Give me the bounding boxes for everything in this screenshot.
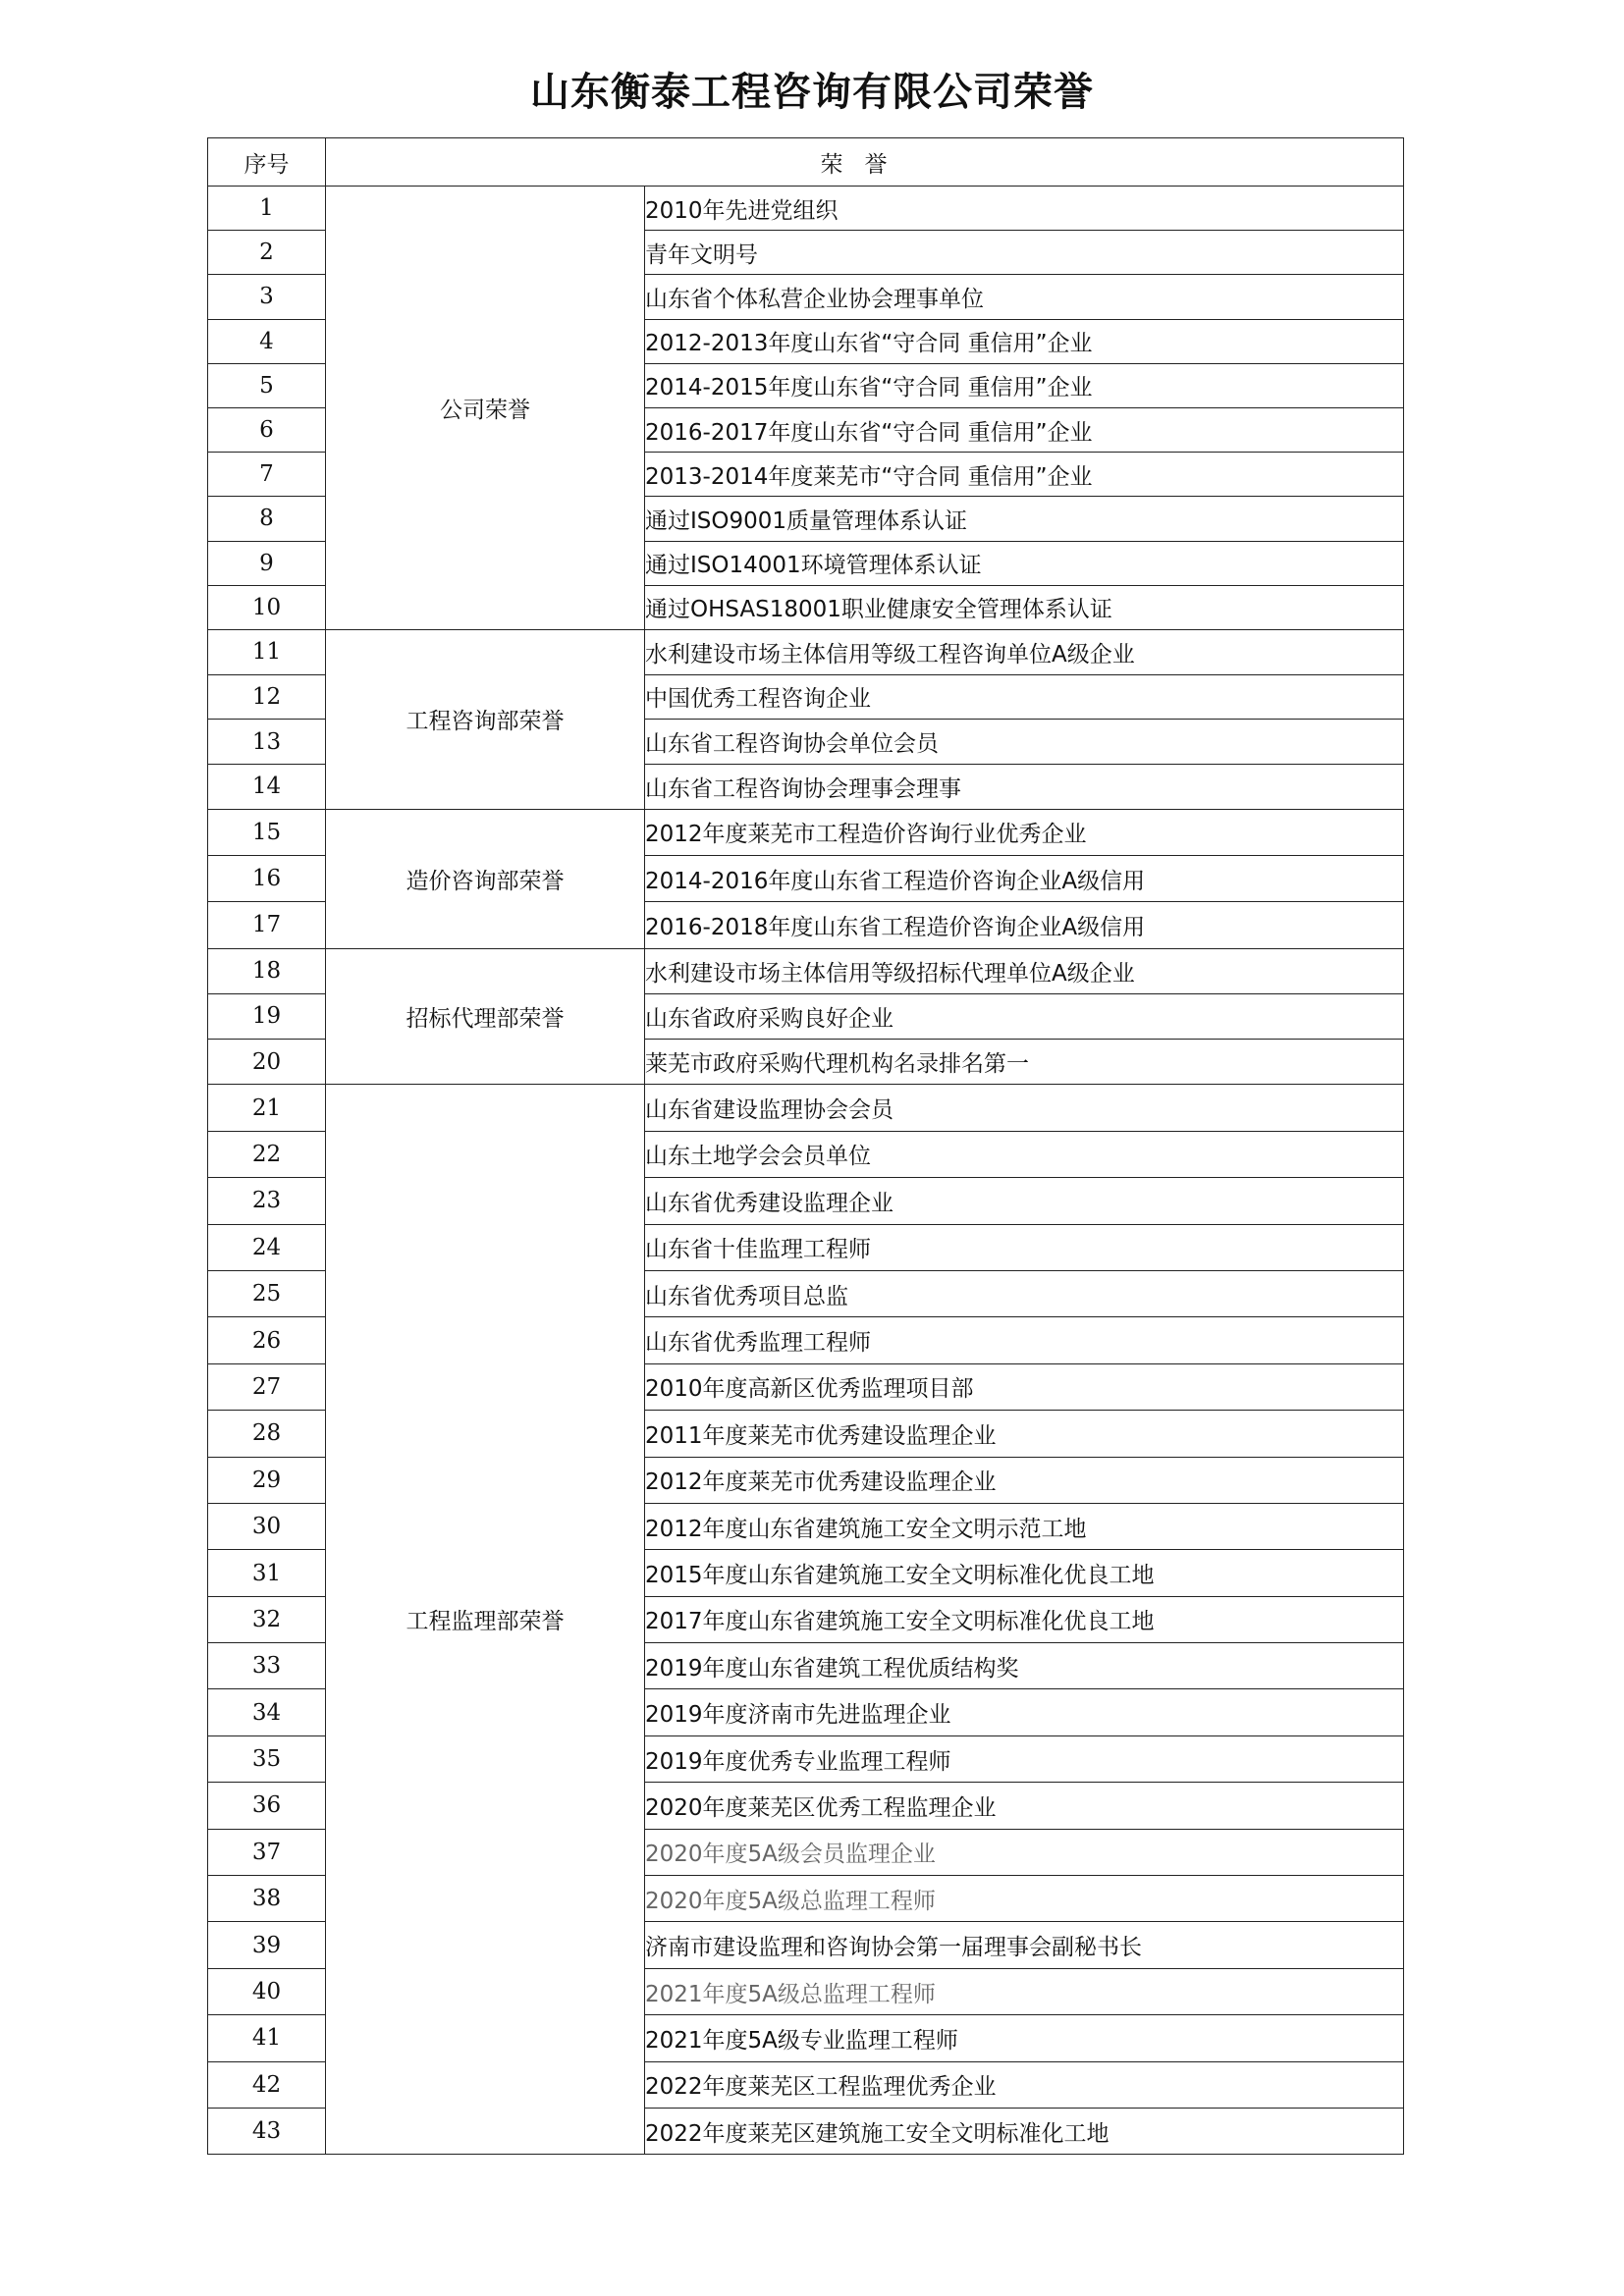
honor-cell: 青年文明号 xyxy=(645,231,1404,275)
honor-cell: 2012-2013年度山东省“守合同 重信用”企业 xyxy=(645,319,1404,363)
serial-number-cell: 9 xyxy=(208,541,326,585)
honor-cell: 山东省十佳监理工程师 xyxy=(645,1224,1404,1270)
serial-number-cell: 20 xyxy=(208,1040,326,1085)
honor-cell: 2019年度优秀专业监理工程师 xyxy=(645,1735,1404,1782)
serial-number-cell: 42 xyxy=(208,2061,326,2108)
honor-cell: 2019年度山东省建筑工程优质结构奖 xyxy=(645,1643,1404,1689)
header-honor: 荣誉 xyxy=(326,138,1404,187)
honor-cell: 2012年度山东省建筑施工安全文明示范工地 xyxy=(645,1503,1404,1549)
serial-number-cell: 32 xyxy=(208,1596,326,1642)
table-row xyxy=(208,948,1404,993)
serial-number-cell: 26 xyxy=(208,1317,326,1363)
category-cell: 造价咨询部荣誉 xyxy=(326,809,645,948)
serial-number-cell: 17 xyxy=(208,902,326,948)
honor-cell: 2014-2015年度山东省“守合同 重信用”企业 xyxy=(645,363,1404,407)
honor-cell: 2016-2017年度山东省“守合同 重信用”企业 xyxy=(645,407,1404,452)
table-row xyxy=(208,629,1404,674)
honor-cell: 2021年度5A级专业监理工程师 xyxy=(645,2015,1404,2061)
honor-cell: 山东省建设监理协会会员 xyxy=(645,1085,1404,1131)
serial-number-cell: 13 xyxy=(208,720,326,765)
table-row xyxy=(208,809,1404,855)
honor-cell: 山东省工程咨询协会理事会理事 xyxy=(645,764,1404,809)
serial-number-cell: 31 xyxy=(208,1550,326,1596)
category-cell: 工程咨询部荣誉 xyxy=(326,629,645,809)
honor-cell: 2010年先进党组织 xyxy=(645,187,1404,231)
serial-number-cell: 39 xyxy=(208,1922,326,1968)
honor-cell: 2022年度莱芜区工程监理优秀企业 xyxy=(645,2061,1404,2108)
serial-number-cell: 21 xyxy=(208,1085,326,1131)
serial-number-cell: 36 xyxy=(208,1783,326,1829)
honor-cell: 2020年度5A级总监理工程师 xyxy=(645,1876,1404,1922)
serial-number-cell: 27 xyxy=(208,1363,326,1410)
honor-cell: 2011年度莱芜市优秀建设监理企业 xyxy=(645,1411,1404,1457)
header-serial-number: 序号 xyxy=(208,138,326,187)
serial-number-cell: 37 xyxy=(208,1829,326,1875)
honor-cell: 济南市建设监理和咨询协会第一届理事会副秘书长 xyxy=(645,1922,1404,1968)
honor-cell: 2010年度高新区优秀监理项目部 xyxy=(645,1363,1404,1410)
category-cell: 公司荣誉 xyxy=(326,187,645,630)
honor-cell: 2014-2016年度山东省工程造价咨询企业A级信用 xyxy=(645,855,1404,901)
serial-number-cell: 11 xyxy=(208,629,326,674)
serial-number-cell: 30 xyxy=(208,1503,326,1549)
serial-number-cell: 34 xyxy=(208,1689,326,1735)
honors-table xyxy=(207,137,1404,2155)
honor-cell: 2017年度山东省建筑施工安全文明标准化优良工地 xyxy=(645,1596,1404,1642)
honor-cell: 2019年度济南市先进监理企业 xyxy=(645,1689,1404,1735)
serial-number-cell: 22 xyxy=(208,1131,326,1177)
serial-number-cell: 14 xyxy=(208,764,326,809)
honor-cell: 2012年度莱芜市优秀建设监理企业 xyxy=(645,1457,1404,1503)
honor-cell: 山东省个体私营企业协会理事单位 xyxy=(645,275,1404,319)
honors-table-body xyxy=(208,187,1404,2155)
honor-cell: 2022年度莱芜区建筑施工安全文明标准化工地 xyxy=(645,2109,1404,2155)
honor-cell: 2016-2018年度山东省工程造价咨询企业A级信用 xyxy=(645,902,1404,948)
serial-number-cell: 12 xyxy=(208,674,326,720)
serial-number-cell: 15 xyxy=(208,809,326,855)
serial-number-cell: 3 xyxy=(208,275,326,319)
serial-number-cell: 38 xyxy=(208,1876,326,1922)
serial-number-cell: 19 xyxy=(208,993,326,1039)
serial-number-cell: 28 xyxy=(208,1411,326,1457)
serial-number-cell: 4 xyxy=(208,319,326,363)
serial-number-cell: 33 xyxy=(208,1643,326,1689)
honor-cell: 水利建设市场主体信用等级工程咨询单位A级企业 xyxy=(645,629,1404,674)
honor-cell: 通过ISO9001质量管理体系认证 xyxy=(645,497,1404,541)
table-row xyxy=(208,1085,1404,1131)
category-cell: 工程监理部荣誉 xyxy=(326,1085,645,2155)
honor-cell: 山东省优秀监理工程师 xyxy=(645,1317,1404,1363)
honor-cell: 2013-2014年度莱芜市“守合同 重信用”企业 xyxy=(645,453,1404,497)
serial-number-cell: 41 xyxy=(208,2015,326,2061)
serial-number-cell: 18 xyxy=(208,948,326,993)
honor-cell: 山东省政府采购良好企业 xyxy=(645,993,1404,1039)
honor-cell: 山东省优秀建设监理企业 xyxy=(645,1178,1404,1224)
table-row xyxy=(208,187,1404,231)
serial-number-cell: 10 xyxy=(208,585,326,629)
honor-cell: 2020年度5A级会员监理企业 xyxy=(645,1829,1404,1875)
honor-cell: 2012年度莱芜市工程造价咨询行业优秀企业 xyxy=(645,809,1404,855)
serial-number-cell: 29 xyxy=(208,1457,326,1503)
honor-cell: 山东土地学会会员单位 xyxy=(645,1131,1404,1177)
serial-number-cell: 35 xyxy=(208,1735,326,1782)
serial-number-cell: 5 xyxy=(208,363,326,407)
serial-number-cell: 6 xyxy=(208,407,326,452)
serial-number-cell: 2 xyxy=(208,231,326,275)
honor-cell: 2021年度5A级总监理工程师 xyxy=(645,1968,1404,2014)
serial-number-cell: 43 xyxy=(208,2109,326,2155)
table-header-row xyxy=(208,138,1404,187)
honor-cell: 山东省优秀项目总监 xyxy=(645,1270,1404,1316)
honor-cell: 通过OHSAS18001职业健康安全管理体系认证 xyxy=(645,585,1404,629)
serial-number-cell: 7 xyxy=(208,453,326,497)
honor-cell: 2015年度山东省建筑施工安全文明标准化优良工地 xyxy=(645,1550,1404,1596)
honor-cell: 2020年度莱芜区优秀工程监理企业 xyxy=(645,1783,1404,1829)
category-cell: 招标代理部荣誉 xyxy=(326,948,645,1085)
honor-cell: 水利建设市场主体信用等级招标代理单位A级企业 xyxy=(645,948,1404,993)
serial-number-cell: 16 xyxy=(208,855,326,901)
honor-cell: 中国优秀工程咨询企业 xyxy=(645,674,1404,720)
page-title: 山东衡泰工程咨询有限公司荣誉 xyxy=(530,70,1094,115)
serial-number-cell: 25 xyxy=(208,1270,326,1316)
serial-number-cell: 8 xyxy=(208,497,326,541)
honor-cell: 通过ISO14001环境管理体系认证 xyxy=(645,541,1404,585)
serial-number-cell: 23 xyxy=(208,1178,326,1224)
serial-number-cell: 24 xyxy=(208,1224,326,1270)
serial-number-cell: 40 xyxy=(208,1968,326,2014)
honor-cell: 莱芜市政府采购代理机构名录排名第一 xyxy=(645,1040,1404,1085)
honor-cell: 山东省工程咨询协会单位会员 xyxy=(645,720,1404,765)
serial-number-cell: 1 xyxy=(208,187,326,231)
